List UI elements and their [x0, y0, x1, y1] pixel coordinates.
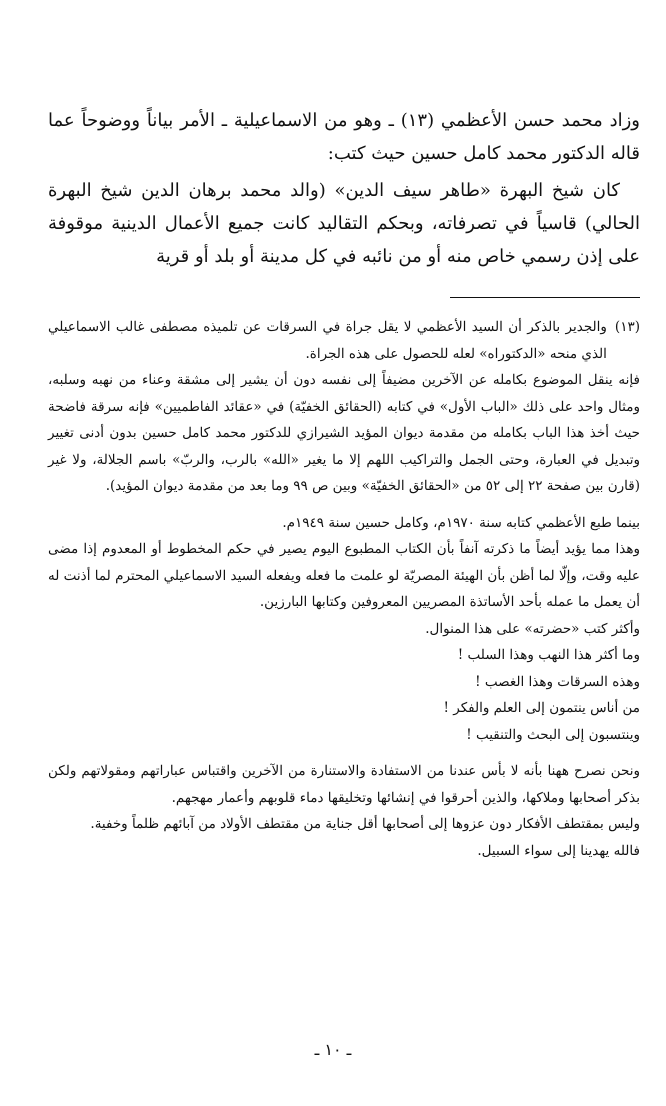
footnote-first-paragraph: والجدير بالذكر أن السيد الأعظمي لا يقل جراة في السرقات عن تلميذه مصطفى غالب الاسماعيلي الذي منحه «الدكتوراه» لعله للحصول على هذه الجراة. — [48, 319, 607, 362]
footnote — [48, 314, 640, 864]
footnote-line: وهذه السرقات وهذا الغصب ! — [475, 673, 640, 690]
main-paragraph: كان شيخ البهرة «طاهر سيف الدين» (والد محمد برهان الدين شيخ البهرة الحالي) قاسياً في تصرفاته، وبحكم التقاليد كانت جميع الأعمال الدينية موقوفة على إذن رسمي خاص منه أو من نائبه في كل مدينة أو بلد أو قرية — [48, 180, 640, 267]
footnote-head — [48, 314, 640, 367]
footnote-paragraph: فالله يهدينا إلى سواء السبيل. — [477, 842, 640, 859]
page-content — [48, 104, 640, 864]
footnote-spacer — [48, 500, 640, 510]
footnote-paragraph: ونحن نصرح ههنا بأنه لا بأس عندنا من الاستفادة والاستنارة من الآخرين واقتباس عباراتهم ومقولاتهم ولكن بذكر أصحابها وملاكها، والذين أحرقوا في إنشائها وتخليقها دماء قلوبهم وأعمار مهجهم. — [48, 763, 640, 806]
footnote-divider — [450, 297, 640, 298]
footnote-paragraph: بينما طبع الأعظمي كتابه سنة ١٩٧٠م، وكامل حسين سنة ١٩٤٩م. — [282, 514, 640, 531]
footnote-line: وينتسبون إلى البحث والتنقيب ! — [466, 726, 640, 743]
footnote-number: (١٣) — [614, 319, 640, 335]
footnote-spacer — [48, 748, 640, 758]
footnote-paragraph: فإنه ينقل الموضوع بكامله عن الآخرين مضيفاً إلى نفسه دون أن يشير إلى مشقة وعناء من نهبه وسلبه، ومثال واحد على ذلك «الباب الأول» في كتابه (الحقائق الخفيّة) في «عقائد الفاطميين» فإنه سرقة فاضحة حيث أخذ هذا الباب بكامله من مقدمة ديوان المؤيد الشيرازي للدكتور محمد كامل حسين بدون أدنى تغيير وتبديل في العبارة، وحتى الجمل والتراكيب اللهم إلا ما يغير «الله» بالرب، والربّ» باسم الجلالة، ولا غير (قارن بين صفحة ٢٢ إلى ٥٢ من «الحقائق الخفيّة» وبين ص ٩٩ وما بعد من مقدمة ديوان المؤيد). — [48, 372, 640, 494]
main-paragraph: وزاد محمد حسن الأعظمي (١٣) ـ وهو من الاسماعيلية ـ الأمر بياناً ووضوحاً عما قاله الدكتور محمد كامل حسين حيث كتب: — [48, 110, 640, 164]
footnote-paragraph: وليس بمقتطف الأفكار دون عزوها إلى أصحابها أقل جناية من مقتطف الأولاد من آبائهم ظلماً وخفية. — [90, 816, 640, 832]
footnote-line: وأكثر كتب «حضرته» على هذا المنوال. — [425, 620, 640, 637]
footnote-line: من أناس ينتمون إلى العلم والفكر ! — [443, 700, 640, 716]
page-number: ـ ١٠ ـ — [314, 1040, 352, 1059]
footnote-paragraph: وهذا مما يؤيد أيضاً ما ذكرته آنفاً بأن الكتاب المطبوع اليوم يصير في حكم المخطوط أو المعدوم إذا مضى عليه وقت، وإلّا لما أظن بأن الهيئة المصريّة لو علمت ما فعله ويفعله السيد الاسماعيلي المحترم لما أذنت له أن يعمل ما عمله بأحد الأساتذة المصريين المعروفين وكتابها البارزين. — [48, 541, 640, 610]
footnote-line: وما أكثر هذا النهب وهذا السلب ! — [457, 647, 640, 663]
main-text — [48, 104, 640, 273]
